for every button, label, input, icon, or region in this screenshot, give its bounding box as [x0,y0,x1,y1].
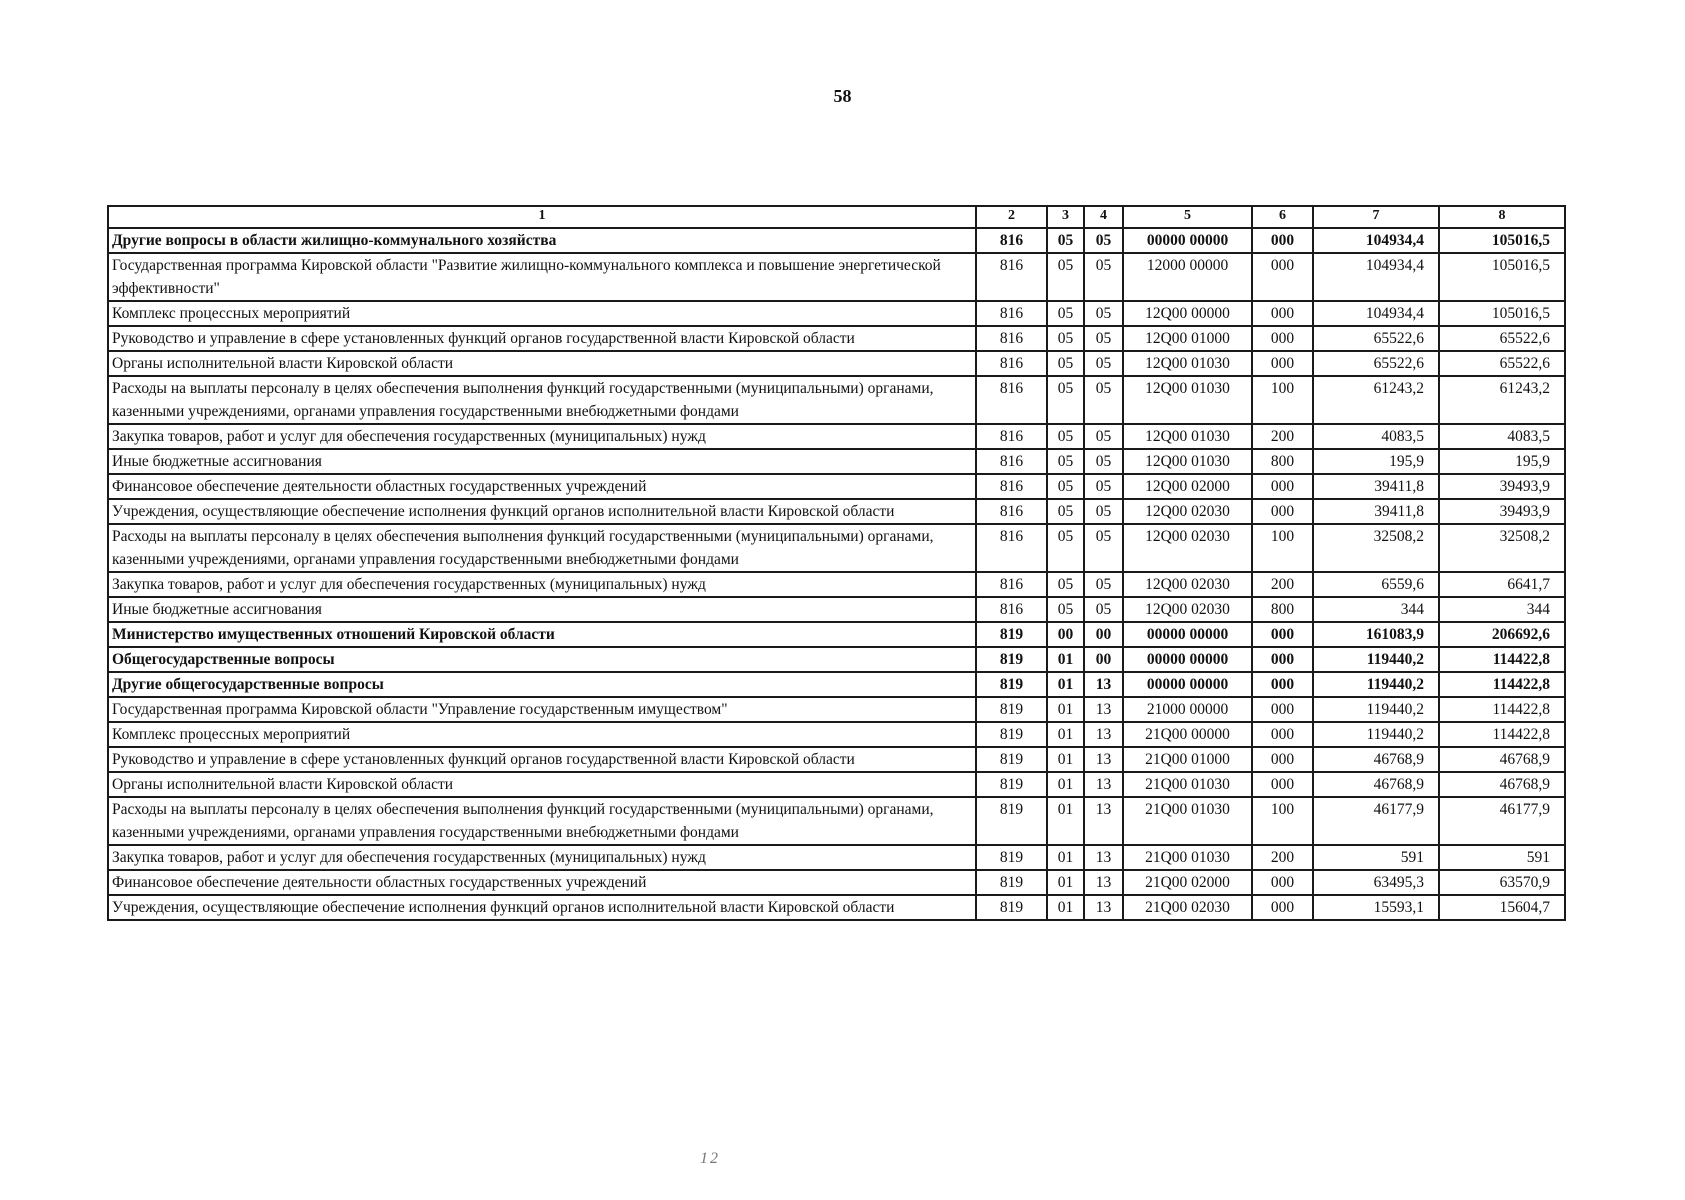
cell-subsection: 05 [1084,228,1123,253]
cell-ministry-code: 819 [976,722,1047,747]
cell-section: 01 [1047,845,1084,870]
cell-target-article: 21Q00 01000 [1123,747,1252,772]
cell-section: 01 [1047,697,1084,722]
cell-amount-1: 119440,2 [1313,722,1439,747]
cell-section: 01 [1047,747,1084,772]
cell-target-article: 12Q00 02030 [1123,524,1252,572]
cell-ministry-code: 816 [976,253,1047,301]
cell-section: 01 [1047,870,1084,895]
cell-amount-1: 46768,9 [1313,772,1439,797]
cell-ministry-code: 819 [976,870,1047,895]
table-row [108,697,1565,722]
cell-expense-type: 200 [1252,845,1313,870]
cell-amount-2: 105016,5 [1439,253,1565,301]
cell-target-article: 12Q00 01030 [1123,376,1252,424]
cell-target-article: 12Q00 00000 [1123,301,1252,326]
table-row [108,597,1565,622]
cell-amount-2: 32508,2 [1439,524,1565,572]
cell-amount-2: 65522,6 [1439,326,1565,351]
cell-expense-type: 000 [1252,895,1313,920]
cell-name: Финансовое обеспечение деятельности областных государственных учреждений [108,474,976,499]
cell-target-article: 21Q00 01030 [1123,797,1252,845]
cell-section: 05 [1047,597,1084,622]
cell-amount-2: 46768,9 [1439,772,1565,797]
cell-name: Руководство и управление в сфере установленных функций органов государственной власти Кировской области [108,747,976,772]
cell-name: Расходы на выплаты персоналу в целях обеспечения выполнения функций государственными (муниципальными) органами, казенными учреждениями, органами управления государственными внебюджетными фондами [108,797,976,845]
cell-name: Другие общегосударственные вопросы [108,672,976,697]
cell-amount-2: 105016,5 [1439,228,1565,253]
cell-amount-1: 32508,2 [1313,524,1439,572]
cell-amount-2: 46768,9 [1439,747,1565,772]
cell-amount-1: 65522,6 [1313,326,1439,351]
header-cell: 6 [1252,206,1313,228]
cell-amount-1: 104934,4 [1313,228,1439,253]
cell-ministry-code: 816 [976,424,1047,449]
cell-subsection: 00 [1084,622,1123,647]
cell-ministry-code: 819 [976,797,1047,845]
cell-subsection: 05 [1084,253,1123,301]
cell-amount-1: 61243,2 [1313,376,1439,424]
cell-expense-type: 000 [1252,326,1313,351]
cell-expense-type: 000 [1252,351,1313,376]
cell-target-article: 12Q00 01000 [1123,326,1252,351]
cell-amount-2: 344 [1439,597,1565,622]
cell-expense-type: 000 [1252,474,1313,499]
cell-ministry-code: 819 [976,672,1047,697]
cell-section: 05 [1047,572,1084,597]
cell-section: 05 [1047,228,1084,253]
cell-name: Расходы на выплаты персоналу в целях обеспечения выполнения функций государственными (муниципальными) органами, казенными учреждениями, органами управления государственными внебюджетными фондами [108,524,976,572]
cell-ministry-code: 819 [976,647,1047,672]
table-row [108,351,1565,376]
cell-ministry-code: 816 [976,326,1047,351]
cell-section: 05 [1047,253,1084,301]
cell-subsection: 05 [1084,301,1123,326]
cell-name: Иные бюджетные ассигнования [108,597,976,622]
cell-ministry-code: 816 [976,474,1047,499]
cell-ministry-code: 819 [976,895,1047,920]
cell-subsection: 05 [1084,474,1123,499]
table-row [108,524,1565,572]
cell-subsection: 00 [1084,647,1123,672]
cell-expense-type: 000 [1252,622,1313,647]
cell-amount-2: 114422,8 [1439,697,1565,722]
table-row [108,722,1565,747]
cell-subsection: 05 [1084,449,1123,474]
table-row [108,474,1565,499]
cell-ministry-code: 816 [976,499,1047,524]
table-row [108,747,1565,772]
cell-expense-type: 200 [1252,424,1313,449]
cell-expense-type: 000 [1252,722,1313,747]
cell-expense-type: 000 [1252,747,1313,772]
cell-amount-2: 105016,5 [1439,301,1565,326]
cell-expense-type: 000 [1252,228,1313,253]
cell-amount-1: 119440,2 [1313,672,1439,697]
cell-amount-1: 39411,8 [1313,474,1439,499]
cell-expense-type: 000 [1252,697,1313,722]
cell-amount-1: 119440,2 [1313,647,1439,672]
table-row [108,895,1565,920]
cell-amount-2: 195,9 [1439,449,1565,474]
cell-section: 01 [1047,647,1084,672]
cell-expense-type: 800 [1252,449,1313,474]
cell-target-article: 12Q00 01030 [1123,449,1252,474]
cell-ministry-code: 816 [976,524,1047,572]
cell-amount-1: 63495,3 [1313,870,1439,895]
cell-expense-type: 000 [1252,301,1313,326]
cell-name: Закупка товаров, работ и услуг для обеспечения государственных (муниципальных) нужд [108,424,976,449]
cell-target-article: 21000 00000 [1123,697,1252,722]
cell-amount-1: 6559,6 [1313,572,1439,597]
cell-ministry-code: 819 [976,622,1047,647]
cell-subsection: 05 [1084,376,1123,424]
cell-name: Государственная программа Кировской области "Развитие жилищно-коммунального комплекса и повышение энергетической эффективности" [108,253,976,301]
cell-subsection: 05 [1084,572,1123,597]
header-cell: 7 [1313,206,1439,228]
cell-amount-1: 46177,9 [1313,797,1439,845]
cell-target-article: 00000 00000 [1123,228,1252,253]
cell-target-article: 12Q00 02000 [1123,474,1252,499]
cell-amount-1: 39411,8 [1313,499,1439,524]
cell-amount-1: 4083,5 [1313,424,1439,449]
cell-target-article: 21Q00 01030 [1123,845,1252,870]
cell-ministry-code: 816 [976,351,1047,376]
cell-section: 01 [1047,722,1084,747]
cell-name: Органы исполнительной власти Кировской области [108,351,976,376]
cell-expense-type: 000 [1252,647,1313,672]
cell-name: Государственная программа Кировской области "Управление государственным имуществом" [108,697,976,722]
cell-ministry-code: 816 [976,572,1047,597]
cell-amount-1: 46768,9 [1313,747,1439,772]
cell-expense-type: 100 [1252,524,1313,572]
table-row [108,228,1565,253]
cell-amount-2: 6641,7 [1439,572,1565,597]
header-cell: 2 [976,206,1047,228]
cell-expense-type: 000 [1252,870,1313,895]
cell-ministry-code: 816 [976,301,1047,326]
cell-ministry-code: 819 [976,772,1047,797]
table-row [108,772,1565,797]
header-cell: 1 [108,206,976,228]
cell-subsection: 05 [1084,351,1123,376]
cell-name: Руководство и управление в сфере установленных функций органов государственной власти Кировской области [108,326,976,351]
cell-target-article: 00000 00000 [1123,622,1252,647]
cell-target-article: 12Q00 01030 [1123,351,1252,376]
cell-expense-type: 200 [1252,572,1313,597]
cell-expense-type: 000 [1252,253,1313,301]
cell-target-article: 12Q00 02030 [1123,597,1252,622]
header-cell: 5 [1123,206,1252,228]
cell-subsection: 13 [1084,797,1123,845]
cell-subsection: 13 [1084,697,1123,722]
cell-amount-1: 104934,4 [1313,301,1439,326]
cell-ministry-code: 816 [976,376,1047,424]
cell-section: 01 [1047,895,1084,920]
cell-expense-type: 100 [1252,376,1313,424]
cell-subsection: 05 [1084,597,1123,622]
cell-expense-type: 800 [1252,597,1313,622]
cell-amount-1: 591 [1313,845,1439,870]
cell-target-article: 12Q00 02030 [1123,499,1252,524]
cell-ministry-code: 819 [976,697,1047,722]
table-row [108,622,1565,647]
cell-subsection: 13 [1084,672,1123,697]
table-row [108,647,1565,672]
table-row [108,672,1565,697]
table-row [108,499,1565,524]
cell-name: Комплекс процессных мероприятий [108,301,976,326]
cell-name: Финансовое обеспечение деятельности областных государственных учреждений [108,870,976,895]
cell-amount-1: 119440,2 [1313,697,1439,722]
cell-amount-2: 63570,9 [1439,870,1565,895]
cell-subsection: 13 [1084,845,1123,870]
cell-target-article: 12Q00 01030 [1123,424,1252,449]
table-row [108,572,1565,597]
cell-section: 05 [1047,326,1084,351]
cell-subsection: 13 [1084,870,1123,895]
cell-amount-2: 39493,9 [1439,499,1565,524]
cell-ministry-code: 816 [976,228,1047,253]
cell-amount-2: 206692,6 [1439,622,1565,647]
cell-subsection: 05 [1084,524,1123,572]
cell-target-article: 21Q00 02030 [1123,895,1252,920]
table-row [108,424,1565,449]
table-row [108,376,1565,424]
cell-section: 05 [1047,474,1084,499]
cell-amount-2: 114422,8 [1439,672,1565,697]
cell-section: 05 [1047,499,1084,524]
cell-subsection: 13 [1084,772,1123,797]
cell-target-article: 21Q00 00000 [1123,722,1252,747]
cell-section: 05 [1047,449,1084,474]
table-row [108,326,1565,351]
cell-amount-2: 114422,8 [1439,647,1565,672]
cell-subsection: 13 [1084,895,1123,920]
cell-section: 01 [1047,672,1084,697]
cell-target-article: 12000 00000 [1123,253,1252,301]
header-cell: 4 [1084,206,1123,228]
table-row [108,870,1565,895]
cell-name: Министерство имущественных отношений Кировской области [108,622,976,647]
cell-amount-1: 161083,9 [1313,622,1439,647]
cell-amount-1: 195,9 [1313,449,1439,474]
cell-amount-1: 15593,1 [1313,895,1439,920]
cell-expense-type: 000 [1252,499,1313,524]
header-row [108,206,1565,228]
cell-amount-1: 104934,4 [1313,253,1439,301]
cell-target-article: 21Q00 02000 [1123,870,1252,895]
table-row [108,845,1565,870]
cell-section: 05 [1047,524,1084,572]
cell-amount-2: 46177,9 [1439,797,1565,845]
cell-ministry-code: 819 [976,845,1047,870]
cell-name: Закупка товаров, работ и услуг для обеспечения государственных (муниципальных) нужд [108,572,976,597]
page-number: 58 [833,86,852,106]
table-row [108,253,1565,301]
cell-amount-2: 15604,7 [1439,895,1565,920]
header-cell: 3 [1047,206,1084,228]
table-row [108,301,1565,326]
cell-ministry-code: 816 [976,597,1047,622]
budget-table [107,205,1566,921]
cell-target-article: 21Q00 01030 [1123,772,1252,797]
cell-section: 01 [1047,772,1084,797]
cell-target-article: 00000 00000 [1123,672,1252,697]
cell-name: Общегосударственные вопросы [108,647,976,672]
cell-amount-2: 39493,9 [1439,474,1565,499]
cell-name: Расходы на выплаты персоналу в целях обеспечения выполнения функций государственными (муниципальными) органами, казенными учреждениями, органами управления государственными внебюджетными фондами [108,376,976,424]
cell-section: 00 [1047,622,1084,647]
cell-target-article: 00000 00000 [1123,647,1252,672]
table-row [108,449,1565,474]
cell-name: Другие вопросы в области жилищно-коммунального хозяйства [108,228,976,253]
cell-amount-2: 114422,8 [1439,722,1565,747]
header-cell: 8 [1439,206,1565,228]
cell-name: Учреждения, осуществляющие обеспечение исполнения функций органов исполнительной власти Кировской области [108,895,976,920]
cell-section: 05 [1047,301,1084,326]
cell-expense-type: 000 [1252,772,1313,797]
cell-expense-type: 100 [1252,797,1313,845]
cell-name: Закупка товаров, работ и услуг для обеспечения государственных (муниципальных) нужд [108,845,976,870]
cell-section: 05 [1047,424,1084,449]
cell-subsection: 13 [1084,722,1123,747]
cell-amount-2: 61243,2 [1439,376,1565,424]
cell-amount-2: 591 [1439,845,1565,870]
cell-subsection: 05 [1084,424,1123,449]
cell-subsection: 05 [1084,326,1123,351]
cell-target-article: 12Q00 02030 [1123,572,1252,597]
cell-section: 05 [1047,351,1084,376]
cell-amount-2: 4083,5 [1439,424,1565,449]
cell-amount-1: 65522,6 [1313,351,1439,376]
cell-subsection: 13 [1084,747,1123,772]
cell-section: 01 [1047,797,1084,845]
cell-name: Комплекс процессных мероприятий [108,722,976,747]
cell-ministry-code: 819 [976,747,1047,772]
cell-name: Органы исполнительной власти Кировской области [108,772,976,797]
cell-section: 05 [1047,376,1084,424]
cell-name: Иные бюджетные ассигнования [108,449,976,474]
cell-subsection: 05 [1084,499,1123,524]
handwritten-mark: 12 [700,1150,720,1167]
table-row [108,797,1565,845]
cell-expense-type: 000 [1252,672,1313,697]
cell-name: Учреждения, осуществляющие обеспечение исполнения функций органов исполнительной власти Кировской области [108,499,976,524]
cell-ministry-code: 816 [976,449,1047,474]
cell-amount-1: 344 [1313,597,1439,622]
cell-amount-2: 65522,6 [1439,351,1565,376]
